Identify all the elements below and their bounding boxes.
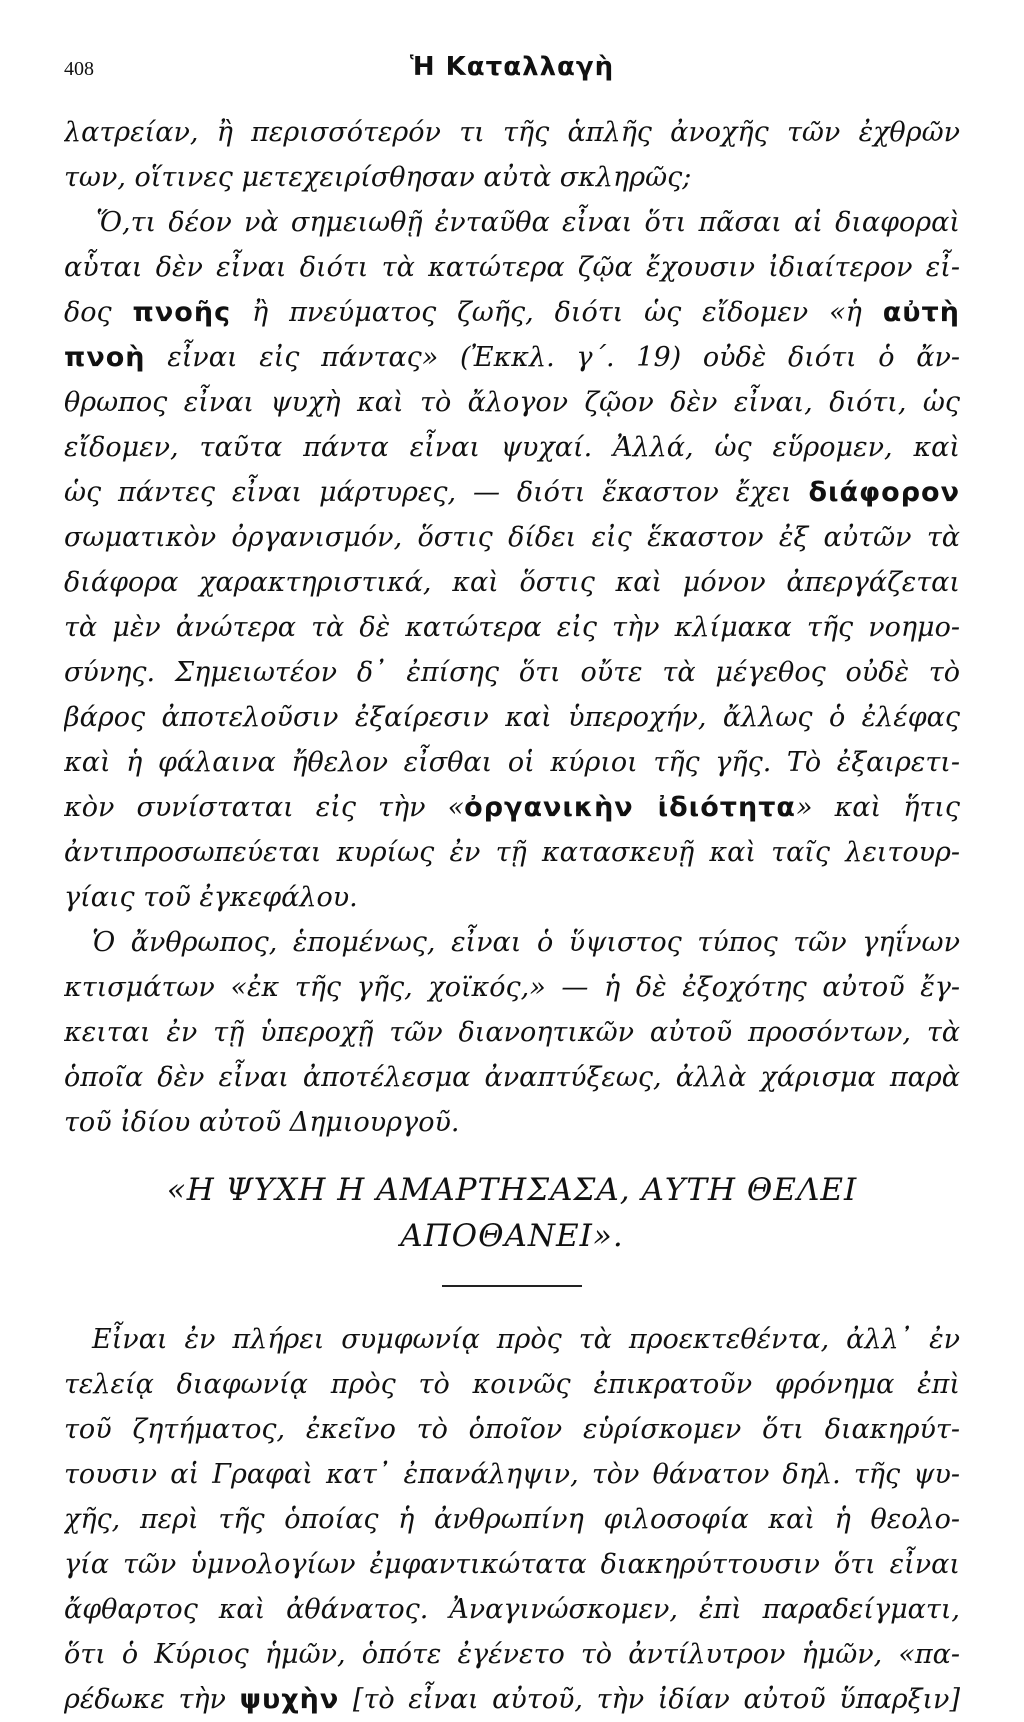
text-line: ὡς πάντες εἶναι μάρτυρες, — διότι ἕκαστον ἔχει διάφορον xyxy=(64,477,960,508)
paragraph-2 xyxy=(64,1317,960,1722)
text-line: Ὁ ἄνθρωπος, ἑπομένως, εἶναι ὁ ὕψιστος τύπος τῶν γηΐνων xyxy=(92,927,960,958)
text-line: κὸν συνίσταται εἰς τὴν «ὀργανικὴν ἰδιότητα» καὶ ἥτις xyxy=(64,792,960,823)
text-line: σωματικὸν ὀργανισμόν, ὅστις δίδει εἰς ἕκαστον ἐξ αὐτῶν τὰ xyxy=(64,522,960,553)
text-line: καὶ ἡ φάλαινα ἤθελον εἶσθαι οἱ κύριοι τῆς γῆς. Τὸ ἐξαιρετι- xyxy=(64,747,960,778)
text-line: ἀντιπροσωπεύεται κυρίως ἐν τῇ κατασκευῇ καὶ ταῖς λειτουρ- xyxy=(64,837,960,868)
text-line: κτισμάτων «ἐκ τῆς γῆς, χοϊκός,» — ἡ δὲ ἐξοχότης αὐτοῦ ἔγ- xyxy=(64,972,960,1003)
text-line: σύνης. Σημειωτέον δ᾽ ἐπίσης ὅτι οὔτε τὰ μέγεθος οὐδὲ τὸ xyxy=(64,657,960,688)
text-line: τοῦ ζητήματος, ἐκεῖνο τὸ ὁποῖον εὑρίσκομεν ὅτι διακηρύτ- xyxy=(64,1414,960,1445)
text-line: χῆς, περὶ τῆς ὁποίας ἡ ἀνθρωπίνη φιλοσοφία καὶ ἡ θεολο- xyxy=(64,1504,960,1535)
section-heading-line: ΑΠΟΘΑΝΕΙ». xyxy=(400,1218,624,1254)
text-line: θρωπος εἶναι ψυχὴ καὶ τὸ ἄλογον ζῷον δὲν εἶναι, διότι, ὡς xyxy=(64,387,960,418)
text-line: τοῦ ἰδίου αὐτοῦ Δημιουργοῦ. xyxy=(64,1107,460,1138)
text-line: Εἶναι ἐν πλήρει συμφωνίᾳ πρὸς τὰ προεκτεθέντα, ἀλλ᾽ ἐν xyxy=(92,1324,960,1355)
text-line: εἴδομεν, ταῦτα πάντα εἶναι ψυχαί. Ἀλλά, ὡς εὕρομεν, καὶ xyxy=(64,432,960,463)
text-line: λατρείαν, ἢ περισσότερόν τι τῆς ἁπλῆς ἀνοχῆς τῶν ἐχθρῶν xyxy=(64,117,960,148)
emphasized-word: πνοὴ xyxy=(64,342,146,373)
page-number: 408 xyxy=(64,58,94,80)
emphasized-word: πνοῆς xyxy=(132,297,232,328)
section-heading-line: «Η ΨΥΧΗ Η ΑΜΑΡΤΗΣΑΣΑ, ΑΥΤΗ ΘΕΛΕΙ xyxy=(166,1172,858,1208)
text-line: γίαις τοῦ ἐγκεφάλου. xyxy=(64,882,358,913)
text-line: τουσιν αἱ Γραφαὶ κατ᾽ ἐπανάληψιν, τὸν θάνατον δηλ. τῆς ψυ- xyxy=(64,1459,960,1490)
text-line: τελείᾳ διαφωνίᾳ πρὸς τὸ κοινῶς ἐπικρατοῦν φρόνημα ἐπὶ xyxy=(64,1369,960,1400)
emphasized-word: διάφορον xyxy=(808,477,960,508)
running-title: Ἡ Καταλλαγὴ xyxy=(409,52,615,82)
text-line: ρέδωκε τὴν ψυχὴν [τὸ εἶναι αὐτοῦ, τὴν ἰδίαν αὐτοῦ ὕπαρξιν] xyxy=(64,1684,960,1715)
text-line: των, οἵτινες μετεχειρίσθησαν αὐτὰ σκληρῶς; xyxy=(64,162,692,193)
text-line: ἄφθαρτος καὶ ἀθάνατος. Ἀναγινώσκομεν, ἐπὶ παραδείγματι, xyxy=(64,1594,960,1625)
text-line: Ὅ,τι δέον νὰ σημειωθῇ ἐνταῦθα εἶναι ὅτι πᾶσαι αἱ διαφοραὶ xyxy=(96,207,960,238)
text-line: πνοὴ εἶναι εἰς πάντας» (Ἐκκλ. γ΄. 19) οὐδὲ διότι ὁ ἄν- xyxy=(64,342,960,373)
text-line: κειται ἐν τῇ ὑπεροχῇ τῶν διανοητικῶν αὐτοῦ προσόντων, τὰ xyxy=(64,1017,960,1048)
text-line: αὗται δὲν εἶναι διότι τὰ κατώτερα ζῷα ἔχουσιν ἰδιαίτερον εἶ- xyxy=(64,252,960,283)
text-line: γία τῶν ὑμνολογίων ἐμφαντικώτατα διακηρύττουσιν ὅτι εἶναι xyxy=(64,1549,960,1580)
section-heading xyxy=(64,1167,960,1259)
emphasized-word: ὀργανικὴν ἰδιότητα xyxy=(464,792,796,823)
text-line: τὰ μὲν ἀνώτερα τὰ δὲ κατώτερα εἰς τὴν κλίμακα τῆς νοημο- xyxy=(64,612,960,643)
section-divider xyxy=(442,1285,582,1287)
running-head xyxy=(64,44,960,88)
text-line: βάρος ἀποτελοῦσιν ἐξαίρεσιν καὶ ὑπεροχήν, ἄλλως ὁ ἐλέφας xyxy=(64,702,960,733)
text-line: δος πνοῆς ἢ πνεύματος ζωῆς, διότι ὡς εἴδομεν «ἡ αὐτὴ xyxy=(64,297,960,328)
emphasized-word: αὐτὴ xyxy=(882,297,960,328)
text-line: διάφορα χαρακτηριστικά, καὶ ὅστις καὶ μόνον ἀπεργάζεται xyxy=(64,567,960,598)
emphasized-word: ψυχὴν xyxy=(239,1684,340,1715)
text-line: ὁποῖα δὲν εἶναι ἀποτέλεσμα ἀναπτύξεως, ἀλλὰ χάρισμα παρὰ xyxy=(64,1062,960,1093)
text-line: ὅτι ὁ Κύριος ἡμῶν, ὁπότε ἐγένετο τὸ ἀντίλυτρον ἡμῶν, «πα- xyxy=(64,1639,960,1670)
paragraph-1 xyxy=(64,110,960,1145)
book-page xyxy=(64,44,960,1722)
